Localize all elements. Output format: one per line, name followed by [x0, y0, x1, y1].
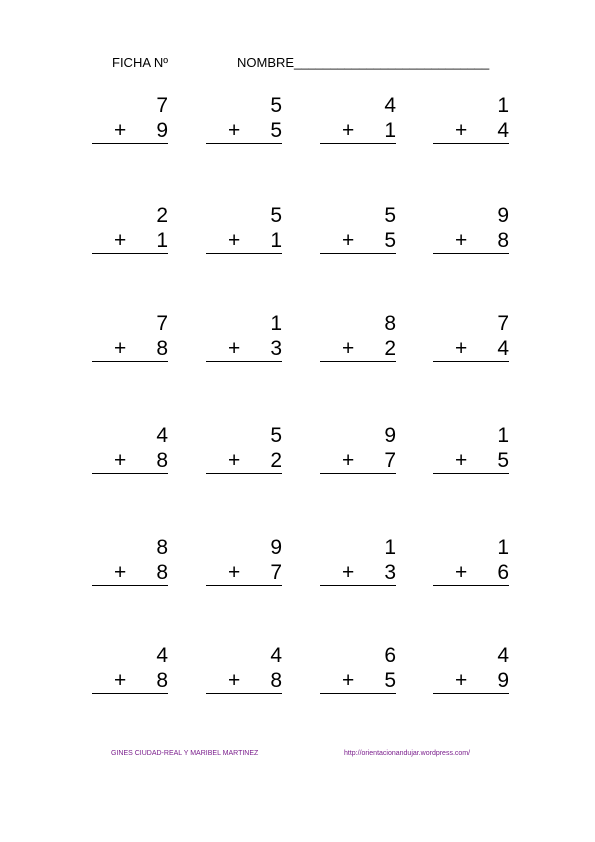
- addition-problem: [320, 95, 400, 145]
- plus-sign: +: [228, 119, 241, 142]
- addition-problem: [320, 645, 400, 695]
- plus-sign: +: [342, 561, 355, 584]
- plus-sign: +: [114, 337, 127, 360]
- second-addend: 7: [270, 561, 282, 584]
- addition-problem: [433, 537, 513, 587]
- second-addend: 6: [497, 561, 509, 584]
- sum-line: [433, 473, 509, 474]
- footer-url[interactable]: http://orientacionandujar.wordpress.com/: [344, 750, 471, 757]
- sum-line: [433, 143, 509, 144]
- second-addend: 8: [156, 669, 168, 692]
- second-addend: 9: [156, 119, 168, 142]
- first-addend: 6: [384, 644, 396, 667]
- plus-sign: +: [114, 561, 127, 584]
- second-addend: 1: [384, 119, 396, 142]
- sum-line: [92, 693, 168, 694]
- sum-line: [206, 143, 282, 144]
- second-addend: 2: [270, 449, 282, 472]
- second-addend: 8: [156, 337, 168, 360]
- plus-sign: +: [342, 229, 355, 252]
- addition-problem: [433, 425, 513, 475]
- second-addend: 5: [384, 229, 396, 252]
- addition-problem: [92, 537, 172, 587]
- first-addend: 8: [384, 312, 396, 335]
- first-addend: 5: [270, 204, 282, 227]
- second-addend: 7: [384, 449, 396, 472]
- plus-sign: +: [114, 229, 127, 252]
- first-addend: 5: [270, 94, 282, 117]
- sum-line: [206, 253, 282, 254]
- first-addend: 7: [156, 94, 168, 117]
- sum-line: [320, 473, 396, 474]
- addition-problem: [206, 537, 286, 587]
- sum-line: [433, 585, 509, 586]
- sum-line: [433, 693, 509, 694]
- plus-sign: +: [455, 337, 468, 360]
- first-addend: 5: [384, 204, 396, 227]
- addition-problem: [433, 645, 513, 695]
- addition-problem: [206, 313, 286, 363]
- sum-line: [92, 473, 168, 474]
- plus-sign: +: [342, 669, 355, 692]
- second-addend: 8: [156, 449, 168, 472]
- plus-sign: +: [228, 561, 241, 584]
- first-addend: 5: [270, 424, 282, 447]
- second-addend: 4: [497, 337, 509, 360]
- addition-problem: [92, 313, 172, 363]
- addition-problem: [433, 205, 513, 255]
- sum-line: [320, 143, 396, 144]
- addition-problem: [433, 313, 513, 363]
- first-addend: 2: [156, 204, 168, 227]
- plus-sign: +: [228, 669, 241, 692]
- plus-sign: +: [455, 229, 468, 252]
- addition-problem: [206, 645, 286, 695]
- plus-sign: +: [342, 449, 355, 472]
- first-addend: 4: [270, 644, 282, 667]
- second-addend: 2: [384, 337, 396, 360]
- sum-line: [92, 143, 168, 144]
- first-addend: 1: [497, 424, 509, 447]
- second-addend: 3: [384, 561, 396, 584]
- second-addend: 5: [270, 119, 282, 142]
- plus-sign: +: [114, 119, 127, 142]
- addition-problem: [206, 95, 286, 145]
- sum-line: [92, 361, 168, 362]
- first-addend: 1: [497, 536, 509, 559]
- first-addend: 7: [497, 312, 509, 335]
- sum-line: [433, 253, 509, 254]
- addition-problem: [433, 95, 513, 145]
- first-addend: 4: [156, 424, 168, 447]
- addition-problem: [92, 95, 172, 145]
- second-addend: 1: [270, 229, 282, 252]
- first-addend: 1: [384, 536, 396, 559]
- first-addend: 9: [270, 536, 282, 559]
- ficha-number-label: FICHA Nº: [112, 55, 169, 70]
- plus-sign: +: [342, 119, 355, 142]
- first-addend: 9: [497, 204, 509, 227]
- plus-sign: +: [455, 669, 468, 692]
- second-addend: 8: [270, 669, 282, 692]
- second-addend: 1: [156, 229, 168, 252]
- addition-problem: [92, 645, 172, 695]
- sum-line: [92, 585, 168, 586]
- sum-line: [206, 361, 282, 362]
- plus-sign: +: [114, 449, 127, 472]
- sum-line: [320, 585, 396, 586]
- plus-sign: +: [114, 669, 127, 692]
- sum-line: [92, 253, 168, 254]
- plus-sign: +: [228, 337, 241, 360]
- first-addend: 1: [270, 312, 282, 335]
- sum-line: [206, 693, 282, 694]
- second-addend: 4: [497, 119, 509, 142]
- first-addend: 4: [497, 644, 509, 667]
- addition-problem: [320, 205, 400, 255]
- second-addend: 3: [270, 337, 282, 360]
- sum-line: [206, 473, 282, 474]
- second-addend: 8: [497, 229, 509, 252]
- sum-line: [433, 361, 509, 362]
- first-addend: 9: [384, 424, 396, 447]
- name-field-label: NOMBRE___________________________: [237, 55, 490, 70]
- sum-line: [320, 361, 396, 362]
- sum-line: [206, 585, 282, 586]
- first-addend: 7: [156, 312, 168, 335]
- plus-sign: +: [455, 449, 468, 472]
- addition-problem: [92, 205, 172, 255]
- second-addend: 5: [384, 669, 396, 692]
- footer-authors: GINES CIUDAD-REAL Y MARIBEL MARTINEZ: [111, 750, 259, 757]
- second-addend: 8: [156, 561, 168, 584]
- plus-sign: +: [228, 229, 241, 252]
- plus-sign: +: [342, 337, 355, 360]
- addition-problem: [206, 425, 286, 475]
- second-addend: 9: [497, 669, 509, 692]
- sum-line: [320, 693, 396, 694]
- addition-problem: [320, 313, 400, 363]
- plus-sign: +: [228, 449, 241, 472]
- first-addend: 8: [156, 536, 168, 559]
- addition-problem: [206, 205, 286, 255]
- first-addend: 4: [384, 94, 396, 117]
- addition-problem: [320, 425, 400, 475]
- plus-sign: +: [455, 119, 468, 142]
- first-addend: 4: [156, 644, 168, 667]
- plus-sign: +: [455, 561, 468, 584]
- addition-problem: [320, 537, 400, 587]
- sum-line: [320, 253, 396, 254]
- second-addend: 5: [497, 449, 509, 472]
- addition-problem: [92, 425, 172, 475]
- first-addend: 1: [497, 94, 509, 117]
